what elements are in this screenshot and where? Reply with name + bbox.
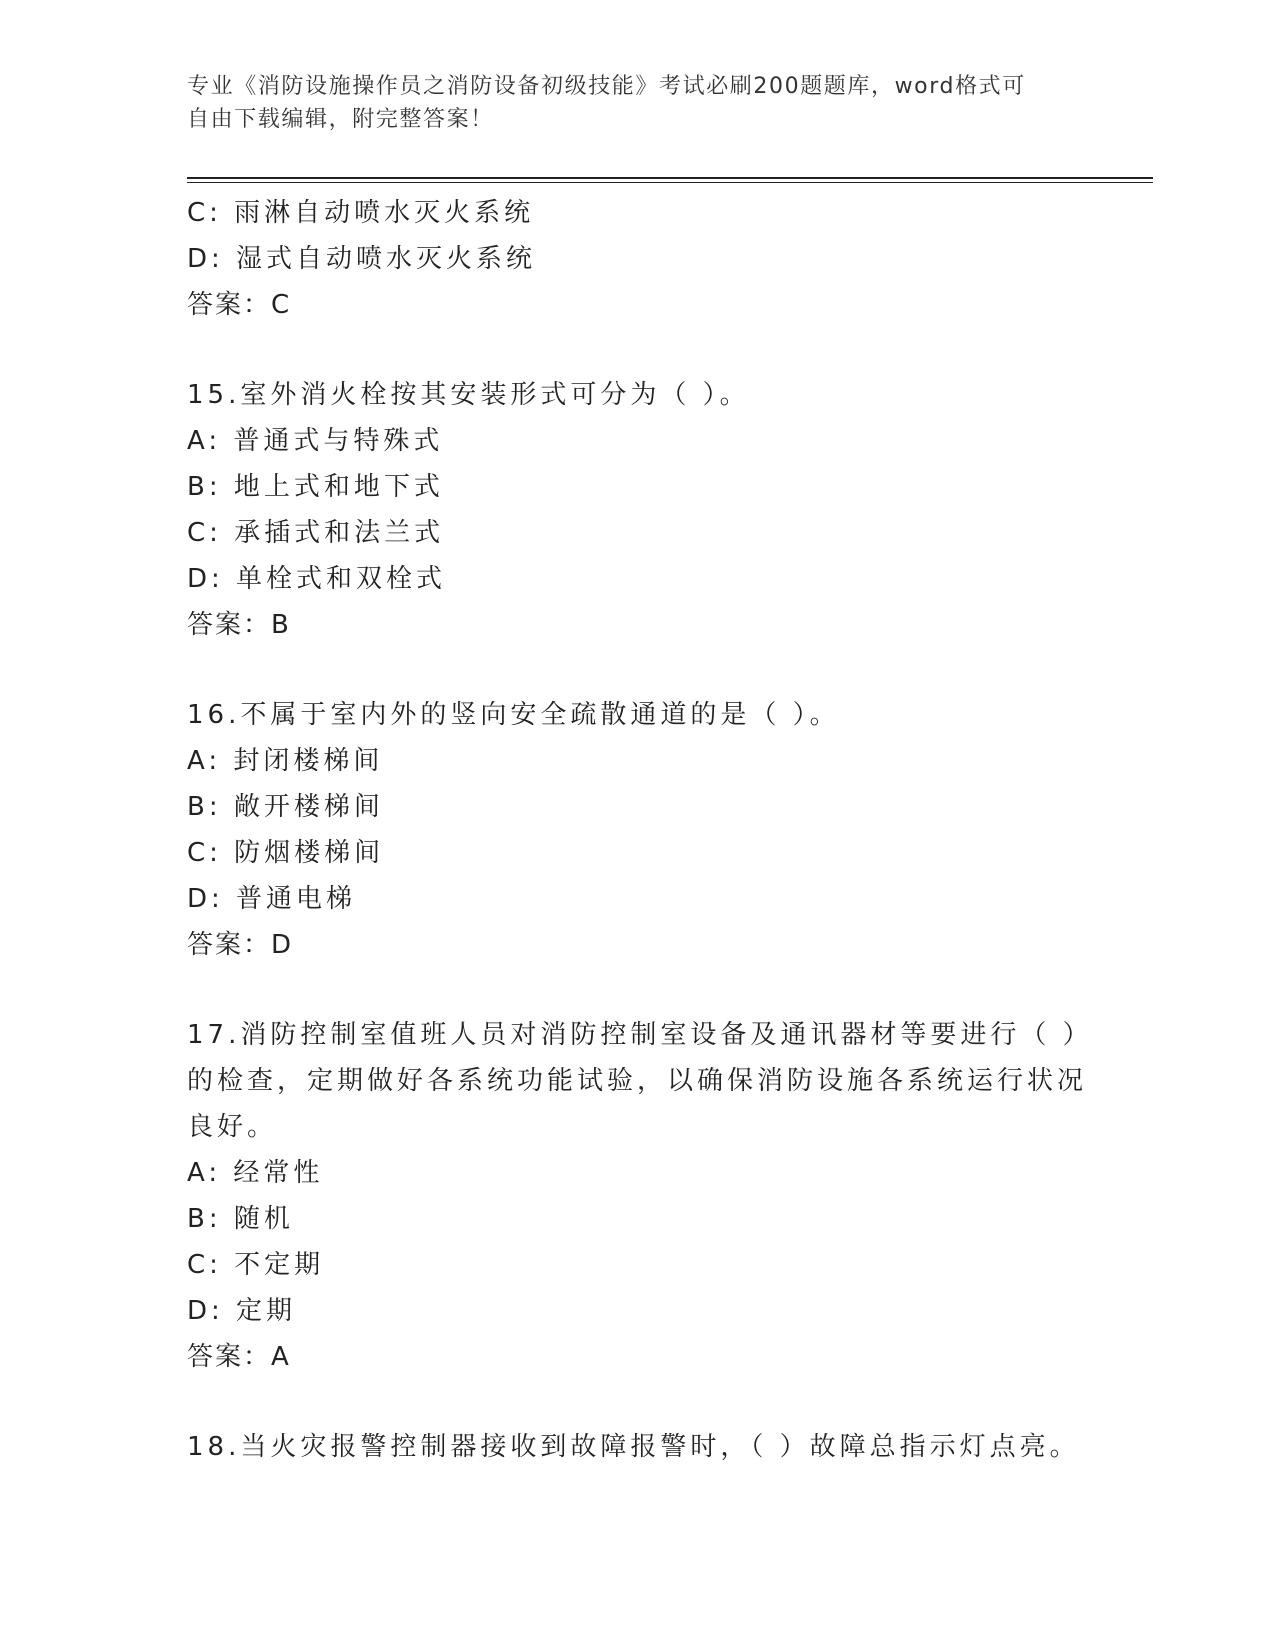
answer-line: 答案：B (187, 610, 291, 640)
option-b: B: 地上式和地下式 (187, 472, 444, 502)
answer-line: 答案：A (187, 1342, 291, 1372)
option-b: B: 敞开楼梯间 (187, 792, 384, 822)
question-text-line-2: 的检查，定期做好各系统功能试验，以确保消防设施各系统运行状况 (187, 1066, 1088, 1096)
answer-line: 答案：D (187, 930, 294, 960)
question-list (187, 190, 1093, 1470)
option-d: D: 湿式自动喷水灭火系统 (187, 244, 537, 274)
question-15 (187, 372, 1087, 648)
question-16 (187, 692, 1087, 968)
option-a: A: 封闭楼梯间 (187, 746, 384, 776)
option-c: C: 承插式和法兰式 (187, 518, 445, 548)
question-text-line-1: 17.消防控制室值班人员对消防控制室设备及通讯器材等要进行（ ） (187, 1020, 1093, 1050)
question-18 (187, 1424, 1087, 1470)
option-a: A: 普通式与特殊式 (187, 426, 444, 456)
question-text: 18.当火灾报警控制器接收到故障报警时，（ ）故障总指示灯点亮。 (187, 1432, 1080, 1462)
question-spacer (187, 648, 1087, 692)
option-a: A: 经常性 (187, 1158, 324, 1188)
header-divider-thin (187, 182, 1153, 183)
question-fragment (187, 190, 1087, 328)
header-divider-thick (187, 177, 1153, 179)
option-d: D: 普通电梯 (187, 884, 357, 914)
question-17 (187, 1012, 1093, 1380)
question-text: 16.不属于室内外的竖向安全疏散通道的是（ ）。 (187, 700, 840, 730)
question-spacer (187, 328, 1087, 372)
option-c: C: 不定期 (187, 1250, 325, 1280)
option-b: B: 随机 (187, 1204, 294, 1234)
question-text: 15.室外消火栓按其安装形式可分为（ ）。 (187, 380, 750, 410)
question-text-line-3: 良好。 (187, 1112, 278, 1142)
option-d: D: 单栓式和双栓式 (187, 564, 447, 594)
question-spacer (187, 968, 1087, 1012)
header-line-1: 专业《消防设施操作员之消防设备初级技能》考试必刷200题题库，word格式可 (187, 74, 1026, 99)
option-c: C: 雨淋自动喷水灭火系统 (187, 198, 535, 228)
document-header (187, 70, 1087, 136)
option-c: C: 防烟楼梯间 (187, 838, 385, 868)
option-d: D: 定期 (187, 1296, 297, 1326)
answer-line: 答案：C (187, 290, 292, 320)
header-line-2: 自由下载编辑，附完整答案！ (187, 107, 494, 132)
question-spacer (187, 1380, 1087, 1424)
